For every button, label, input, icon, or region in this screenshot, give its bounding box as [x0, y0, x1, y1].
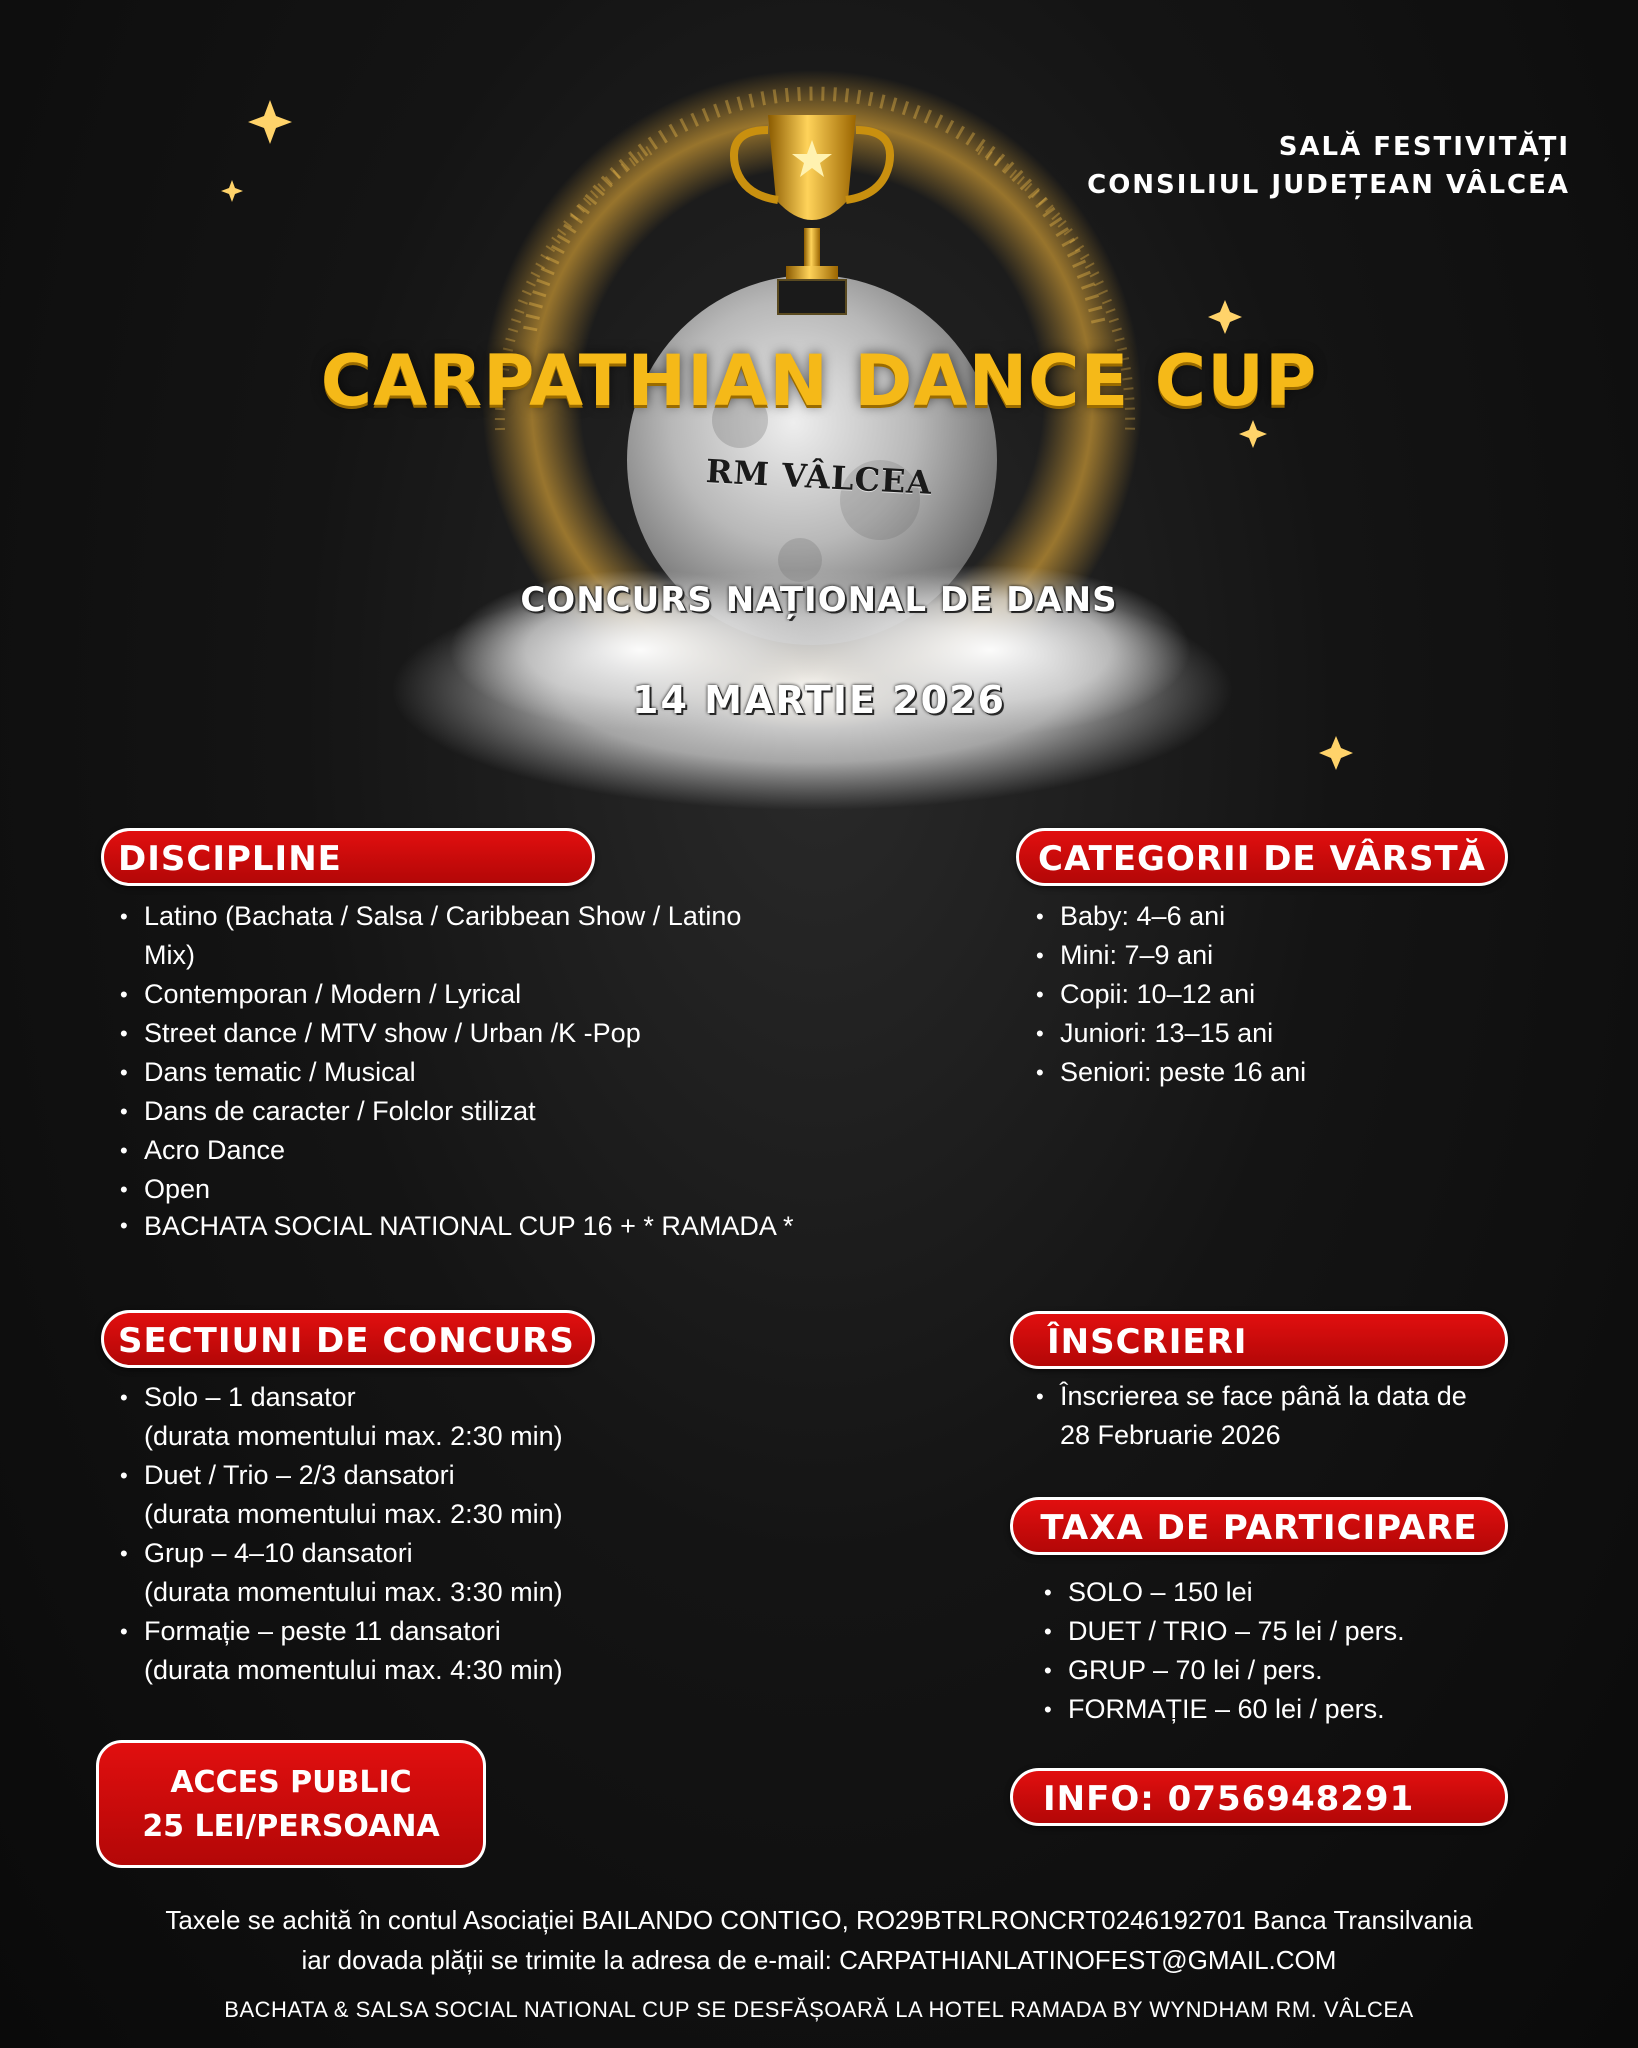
venue-block: [1087, 128, 1570, 204]
sectiuni-list: [114, 1378, 734, 1690]
list-item: • Înscrierea se face până la data de 28 Februarie 2026: [1030, 1377, 1530, 1455]
list-item: • Open: [114, 1170, 834, 1209]
list-item: • Mini: 7–9 ani: [1030, 936, 1530, 975]
sectiuni-heading: SECTIUNI DE CONCURS: [101, 1310, 595, 1368]
access-public-badge: [96, 1740, 486, 1868]
list-item: • DUET / TRIO – 75 lei / pers.: [1038, 1612, 1538, 1651]
taxa-heading: TAXA DE PARTICIPARE: [1010, 1497, 1508, 1555]
event-date: 14 MARTIE 2026: [632, 678, 1006, 722]
list-item: • Street dance / MTV show / Urban /K -Pop: [114, 1014, 834, 1053]
list-item: • SOLO – 150 lei: [1038, 1573, 1538, 1612]
list-item: • Juniori: 13–15 ani: [1030, 1014, 1530, 1053]
inscrieri-heading: ÎNSCRIERI: [1010, 1311, 1508, 1369]
footer-payment: [0, 1900, 1638, 1980]
list-item: • Acro Dance: [114, 1131, 834, 1170]
list-item: Mix): [144, 940, 195, 970]
venue-line1: SALĂ FESTIVITĂȚI: [1278, 132, 1570, 162]
list-item: • BACHATA SOCIAL NATIONAL CUP 16 + * RAMADA *: [114, 1209, 834, 1243]
footer-line2: iar dovada plății se trimite la adresa de e-mail: CARPATHIANLATINOFEST@GMAIL.COM: [301, 1945, 1337, 1975]
access-line1: ACCES PUBLIC: [170, 1765, 412, 1800]
event-subtitle: CONCURS NAȚIONAL DE DANS: [520, 580, 1118, 620]
footer-line1: Taxele se achită în contul Asociației BAILANDO CONTIGO, RO29BTRLRONCRT0246192701 Banca Transilvania: [165, 1905, 1473, 1935]
list-item: • Solo – 1 dansator (durata momentului max. 2:30 min): [114, 1378, 734, 1456]
list-item: • Formație – peste 11 dansatori (durata momentului max. 4:30 min): [114, 1612, 734, 1690]
taxa-list: [1038, 1573, 1538, 1729]
list-item: • Duet / Trio – 2/3 dansatori (durata momentului max. 2:30 min): [114, 1456, 734, 1534]
list-item: • Dans tematic / Musical: [114, 1053, 834, 1092]
event-title: CARPATHIAN DANCE CUP: [320, 340, 1318, 422]
discipline-heading: DISCIPLINE: [101, 828, 595, 886]
inscrieri-list: [1030, 1377, 1530, 1455]
list-item: • FORMAȚIE – 60 lei / pers.: [1038, 1690, 1538, 1729]
list-item: • Contemporan / Modern / Lyrical: [114, 975, 834, 1014]
list-item: • Latino (Bachata / Salsa / Caribbean Show / Latino: [114, 897, 834, 936]
list-item: • Grup – 4–10 dansatori (durata momentului max. 3:30 min): [114, 1534, 734, 1612]
list-item: • Baby: 4–6 ani: [1030, 897, 1530, 936]
venue-line2: CONSILIUL JUDEȚEAN VÂLCEA: [1087, 170, 1570, 200]
discipline-list: [114, 897, 834, 1243]
info-phone: INFO: 0756948291: [1010, 1768, 1508, 1826]
categorii-list: [1030, 897, 1530, 1092]
list-item: • GRUP – 70 lei / pers.: [1038, 1651, 1538, 1690]
event-city: RM VÂLCEA: [704, 452, 934, 502]
list-item: • Copii: 10–12 ani: [1030, 975, 1530, 1014]
list-item: • Dans de caracter / Folclor stilizat: [114, 1092, 834, 1131]
categorii-heading: CATEGORII DE VÂRSTĂ: [1016, 828, 1508, 886]
list-item: • Seniori: peste 16 ani: [1030, 1053, 1530, 1092]
footer-note: BACHATA & SALSA SOCIAL NATIONAL CUP SE DESFĂȘOARĂ LA HOTEL RAMADA BY WYNDHAM RM. VÂLCEA: [224, 1997, 1414, 2022]
access-line2: 25 LEI/PERSOANA: [142, 1809, 440, 1844]
